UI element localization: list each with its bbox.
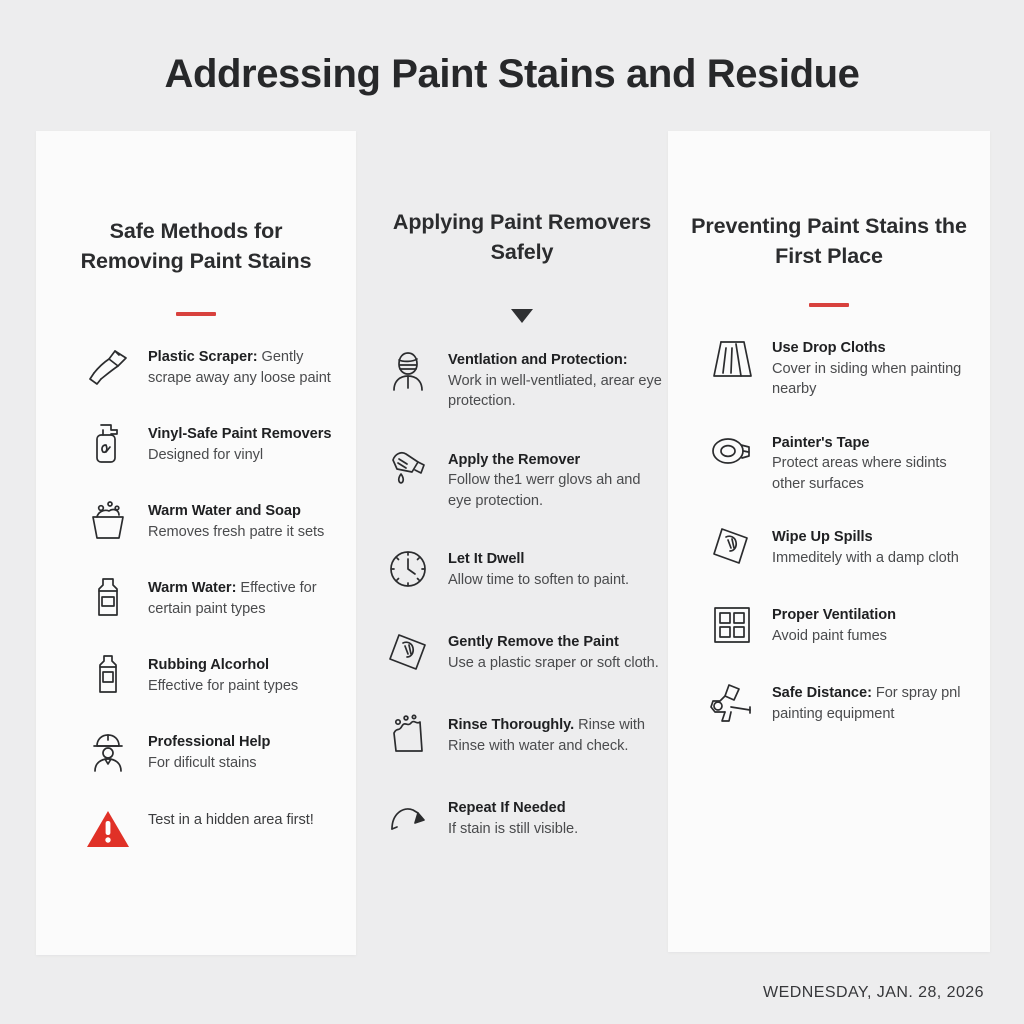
- list-item-text: [448, 445, 666, 512]
- red-rule-divider: [809, 303, 849, 307]
- list-item: [372, 345, 672, 412]
- list-item: [668, 600, 990, 650]
- list-item: [36, 419, 356, 469]
- warning-triangle-icon: [82, 804, 134, 854]
- list-item-description: For spray pnl painting equipment: [772, 685, 961, 722]
- list-item-description: Protect areas where sidints other surfaces: [772, 455, 947, 492]
- column-heading: Preventing Paint Stains the First Place: [691, 214, 967, 268]
- list-item-title: Vinyl-Safe Paint Removers: [148, 426, 332, 442]
- column-divider: [372, 309, 672, 323]
- soap-bucket-icon: [82, 496, 134, 546]
- list-item-description: Avoid paint fumes: [772, 627, 887, 644]
- list-item-title: Professional Help: [148, 734, 271, 750]
- list-item-description: Test in a hidden area first!: [148, 812, 314, 828]
- item-list: [668, 333, 990, 728]
- repeat-arrow-icon: [382, 793, 434, 843]
- window-icon: [706, 600, 758, 650]
- list-item-text: [772, 522, 976, 568]
- list-item-text: [448, 345, 666, 412]
- list-item-text: [772, 678, 976, 724]
- list-item-description: Cover in siding when painting nearby: [772, 360, 962, 397]
- list-item-title: Repeat If Needed: [448, 800, 566, 816]
- list-item-title: Painter's Tape: [772, 434, 870, 451]
- list-item-description: Immeditely with a damp cloth: [772, 549, 959, 566]
- list-item: [36, 727, 356, 777]
- cloth-wipe-icon: [382, 627, 434, 677]
- list-item-description: For dificult stains: [148, 754, 257, 771]
- list-item: [36, 573, 356, 623]
- list-item: [668, 522, 990, 572]
- list-item-description: Designed for vinyl: [148, 446, 264, 463]
- list-item: [372, 544, 672, 594]
- list-item: [372, 710, 672, 760]
- worker-icon: [82, 727, 134, 777]
- list-item-description: If stain is still visible.: [448, 820, 579, 837]
- wipe-hand-icon: [706, 522, 758, 572]
- spray-gun-icon: [706, 678, 758, 728]
- list-item-text: [148, 419, 338, 465]
- list-item: [668, 428, 990, 495]
- list-item-text: [772, 600, 976, 646]
- item-list: [372, 345, 672, 843]
- item-list: [36, 342, 356, 854]
- list-item-text: [448, 710, 666, 756]
- column-preventing-stains: [668, 131, 990, 952]
- list-item: [372, 793, 672, 843]
- footer-date: WEDNESDAY, JAN. 28, 2026: [763, 984, 984, 1001]
- list-item-title: Plastic Scraper:: [148, 349, 258, 365]
- list-item: [36, 342, 356, 392]
- list-item-text: [148, 496, 338, 542]
- list-item: [36, 496, 356, 546]
- list-item-title: Safe Distance:: [772, 685, 872, 701]
- list-item-description: Gently scrape away any loose paint: [148, 349, 331, 386]
- list-item-description: Work in well-ventliated, arear eye protection.: [448, 372, 662, 409]
- list-item-description: Rinse with Rinse with water and check.: [448, 717, 645, 754]
- page-title: Addressing Paint Stains and Residue: [164, 52, 860, 96]
- list-item-title: Warm Water and Soap: [148, 503, 301, 519]
- list-item: [36, 804, 356, 854]
- list-item-title: Rinse Thoroughly.: [448, 717, 575, 733]
- list-item-text: [772, 428, 976, 495]
- scraper-icon: [82, 342, 134, 392]
- list-item: [668, 678, 990, 728]
- column-heading: Applying Paint Removers Safely: [392, 210, 652, 264]
- list-item-description: Removes fresh patre it sets: [148, 523, 325, 540]
- bottle-icon: [82, 573, 134, 623]
- list-item-text: [772, 333, 976, 400]
- list-item-title: Apply the Remover: [448, 451, 581, 468]
- list-item-title: Wipe Up Spills: [772, 529, 873, 545]
- list-item-text: [148, 804, 338, 831]
- list-item-text: [148, 650, 338, 696]
- list-item-text: [448, 544, 666, 590]
- list-item-description: Effective for certain paint types: [148, 580, 317, 617]
- list-item-title: Warm Water:: [148, 580, 237, 596]
- list-item: [372, 627, 672, 677]
- column-applying-removers: [372, 131, 672, 931]
- drop-cloth-icon: [706, 333, 758, 383]
- list-item: [668, 333, 990, 400]
- list-item-text: [148, 727, 338, 773]
- list-item-text: [448, 793, 666, 839]
- red-rule-divider: [176, 312, 216, 316]
- list-item: [372, 445, 672, 512]
- list-item-description: Allow time to soften to paint.: [448, 571, 630, 588]
- column-divider: [668, 303, 990, 307]
- person-mask-icon: [382, 345, 434, 395]
- list-item: [36, 650, 356, 700]
- list-item-description: Follow the1 werr glovs ah and eye protection.: [448, 472, 641, 509]
- list-item-text: [148, 573, 338, 619]
- tape-roll-icon: [706, 428, 758, 478]
- alcohol-bottle-icon: [82, 650, 134, 700]
- list-item-title: Let It Dwell: [448, 551, 525, 567]
- column-heading: Safe Methods for Removing Paint Stains: [80, 219, 312, 273]
- chevron-down-icon: [511, 309, 533, 323]
- list-item-text: [448, 627, 666, 673]
- list-item-title: Gently Remove the Paint: [448, 634, 619, 650]
- list-item-title: Proper Ventilation: [772, 607, 896, 623]
- list-item-description: Effective for paint types: [148, 677, 299, 694]
- list-item-text: [148, 342, 338, 388]
- column-safe-methods: [36, 131, 356, 955]
- column-divider: [36, 312, 356, 316]
- list-item-title: Ventlation and Protection:: [448, 352, 628, 368]
- water-splash-icon: [382, 710, 434, 760]
- list-item-title: Use Drop Cloths: [772, 340, 886, 356]
- clock-icon: [382, 544, 434, 594]
- list-item-description: Use a plastic sraper or soft cloth.: [448, 654, 659, 671]
- hand-applying-icon: [382, 445, 434, 495]
- spray-bottle-icon: [82, 419, 134, 469]
- list-item-title: Rubbing Alcorhol: [148, 657, 270, 673]
